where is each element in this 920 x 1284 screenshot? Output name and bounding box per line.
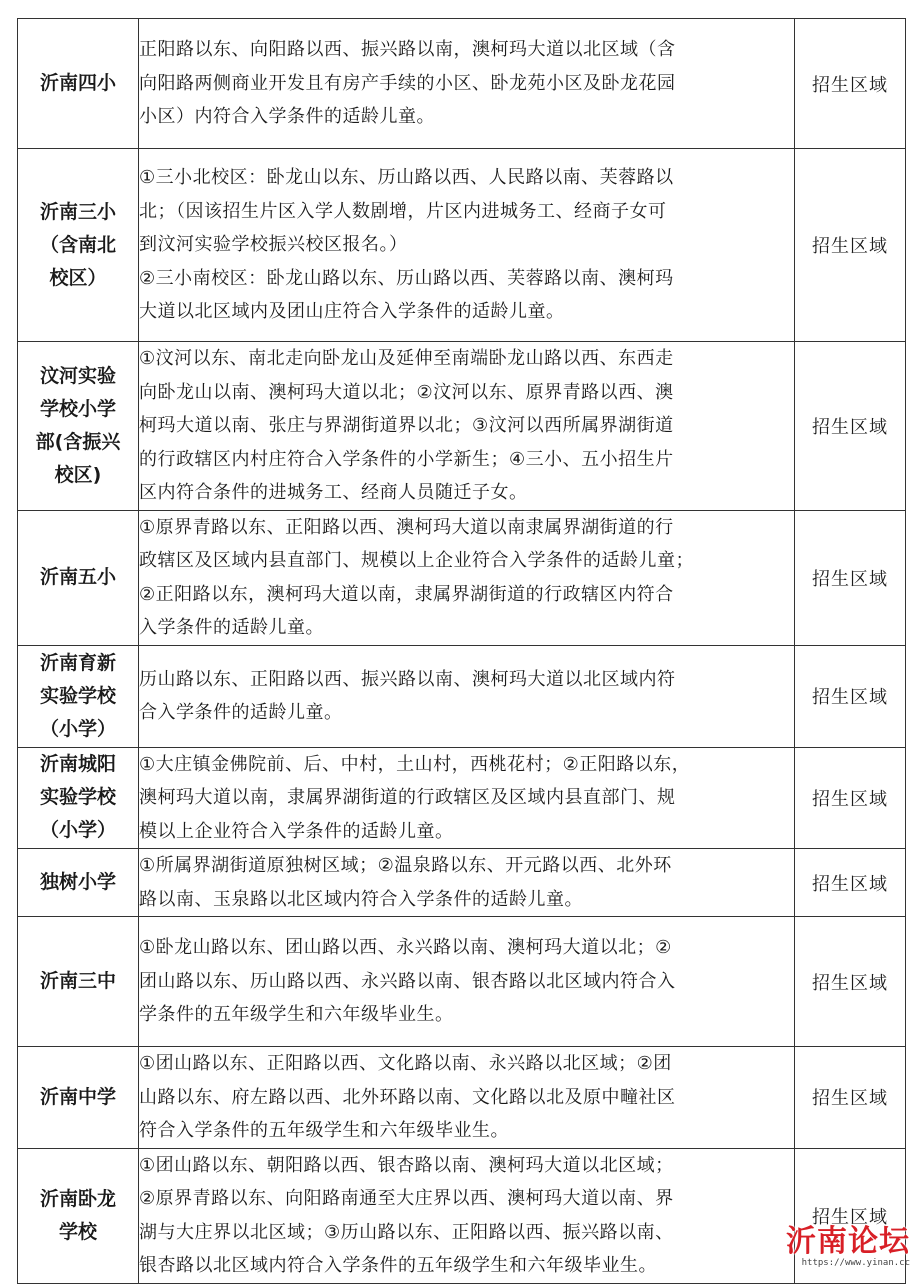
school-name-cell — [18, 1047, 139, 1149]
zone-type-cell: 招生区域 — [795, 747, 906, 849]
table-row — [18, 917, 906, 1047]
zone-description-line: 澳柯玛大道以南，隶属界湖街道的行政辖区及区域内县直部门、规 — [139, 787, 676, 808]
zone-description-cell — [139, 917, 795, 1047]
school-name-line: 沂南四小 — [39, 72, 116, 94]
zone-description-cell — [139, 510, 795, 645]
table-row — [18, 1148, 906, 1283]
zone-description-line: ①团山路以东、正阳路以西、文化路以南、永兴路以北区域；②团 — [139, 1053, 672, 1074]
school-name-cell — [18, 849, 139, 917]
zone-type-cell: 招生区域 — [795, 149, 906, 342]
zone-type-cell: 招生区域 — [795, 1148, 906, 1283]
zone-description-line: 到汶河实验学校振兴校区报名。） — [139, 234, 408, 256]
school-name-line: 沂南五小 — [39, 566, 116, 588]
zone-description-cell — [139, 19, 795, 149]
school-name-cell — [18, 747, 139, 849]
site-watermark — [786, 1226, 910, 1268]
zone-description-line: 团山路以东、历山路以西、永兴路以南、银杏路以北区域内符合入 — [139, 970, 676, 992]
zone-description-line: 北；（因该招生片区入学人数剧增，片区内进城务工、经商子女可 — [139, 200, 667, 222]
zone-description-line: 小区）内符合入学条件的适龄儿童。 — [139, 106, 435, 128]
zone-description-line: 向卧龙山以南、澳柯玛大道以北；②汶河以东、原界青路以西、澳 — [139, 381, 674, 403]
table-row — [18, 747, 906, 849]
watermark-url: https://www.yinan.cc — [801, 1258, 910, 1268]
school-name-cell — [18, 342, 139, 511]
zone-description-line: 路以南、玉泉路以北区域内符合入学条件的适龄儿童。 — [139, 888, 583, 910]
table-row — [18, 342, 906, 511]
zone-description-line: 向阳路两侧商业开发且有房产手续的小区、卧龙苑小区及卧龙花园 — [139, 72, 676, 94]
school-name-line: 学校 — [58, 1220, 97, 1243]
school-name-line: （含南北 — [39, 233, 116, 256]
zone-description-line: 银杏路以北区域内符合入学条件的五年级学生和六年级毕业生。 — [139, 1255, 657, 1276]
zone-description-line: ①汶河以东、南北走向卧龙山及延伸至南端卧龙山路以西、东西走 — [139, 348, 674, 369]
zone-description-line: ②原界青路以东、向阳路南通至大庄界以西、澳柯玛大道以南、界 — [139, 1188, 674, 1209]
zone-description-line: ①原界青路以东、正阳路以西、澳柯玛大道以南隶属界湖街道的行 — [139, 516, 674, 538]
zone-description-line: ①团山路以东、朝阳路以西、银杏路以南、澳柯玛大道以北区域； — [139, 1154, 674, 1176]
zone-description-line: ①三小北校区：卧龙山以东、历山路以西、人民路以南、芙蓉路以 — [139, 167, 674, 189]
zone-description-line: ②三小南校区：卧龙山路以东、历山路以西、芙蓉路以南、澳柯玛 — [139, 267, 674, 289]
school-name-cell — [18, 149, 139, 342]
school-name-cell — [18, 917, 139, 1047]
school-name-cell — [18, 510, 139, 645]
zone-type-cell: 招生区域 — [795, 510, 906, 645]
zone-description-line: 学条件的五年级学生和六年级毕业生。 — [139, 1004, 454, 1026]
table-row — [18, 645, 906, 747]
school-name-line: 校区) — [54, 463, 102, 486]
zone-description-cell — [139, 149, 795, 342]
zone-description-line: 柯玛大道以南、张庄与界湖街道界以北；③汶河以西所属界湖街道 — [139, 415, 674, 436]
school-name-line: 汶河实验 — [39, 364, 116, 387]
school-name-cell — [18, 1148, 139, 1283]
zone-type-cell: 招生区域 — [795, 19, 906, 149]
zone-description-line: 历山路以东、正阳路以西、振兴路以南、澳柯玛大道以北区域内符 — [139, 668, 676, 690]
school-name-line: 校区） — [49, 266, 107, 289]
zone-description-cell — [139, 645, 795, 747]
zone-description-cell — [139, 1148, 795, 1283]
zone-description-cell — [139, 747, 795, 849]
zone-description-line: ②正阳路以东，澳柯玛大道以南，隶属界湖街道的行政辖区内符合 — [139, 583, 674, 605]
zone-description-line: 山路以东、府左路以西、北外环路以南、文化路以北及原中疃社区 — [139, 1086, 676, 1108]
table-row — [18, 849, 906, 917]
school-name-line: 实验学校 — [39, 684, 116, 707]
zone-type-cell: 招生区域 — [795, 342, 906, 511]
watermark-logo-text: 沂南论坛 — [786, 1224, 910, 1259]
school-name-line: 沂南城阳 — [39, 753, 116, 776]
zone-description-line: ①所属界湖街道原独树区域；②温泉路以东、开元路以西、北外环 — [139, 855, 672, 876]
school-name-line: 实验学校 — [39, 786, 116, 809]
school-name-line: 沂南三中 — [39, 970, 116, 992]
zone-type-cell: 招生区域 — [795, 917, 906, 1047]
zone-description-line: 正阳路以东、向阳路以西、振兴路以南，澳柯玛大道以北区域（含 — [139, 39, 676, 61]
zone-type-cell: 招生区域 — [795, 645, 906, 747]
zone-description-line: 区内符合条件的进城务工、经商人员随迁子女。 — [139, 482, 528, 503]
school-name-line: 独树小学 — [39, 871, 116, 893]
school-name-line: 学校小学 — [39, 397, 116, 420]
zone-description-cell — [139, 849, 795, 917]
school-name-line: 沂南三小 — [39, 200, 116, 223]
table-row — [18, 19, 906, 149]
school-name-line: 沂南育新 — [39, 651, 116, 674]
zone-description-line: 符合入学条件的五年级学生和六年级毕业生。 — [139, 1120, 509, 1141]
zone-description-line: 模以上企业符合入学条件的适龄儿童。 — [139, 820, 454, 842]
zone-type-cell: 招生区域 — [795, 849, 906, 917]
zone-description-line: 湖与大庄界以北区域；③历山路以东、正阳路以西、振兴路以南、 — [139, 1221, 674, 1243]
school-name-line: （小学） — [39, 717, 116, 740]
enrollment-zone-table — [17, 18, 906, 1284]
table-row — [18, 510, 906, 645]
school-name-line: 沂南卧龙 — [39, 1187, 116, 1210]
zone-description-line: ①卧龙山路以东、团山路以西、永兴路以南、澳柯玛大道以北；② — [139, 937, 672, 959]
zone-description-cell — [139, 342, 795, 511]
school-name-line: 沂南中学 — [39, 1085, 116, 1108]
school-name-line: 部(含振兴 — [35, 430, 121, 453]
zone-type-cell: 招生区域 — [795, 1047, 906, 1149]
zone-description-line: 入学条件的适龄儿童。 — [139, 617, 324, 638]
zone-description-line: 大道以北区域内及团山庄符合入学条件的适龄儿童。 — [139, 301, 565, 323]
zone-description-line: 的行政辖区内村庄符合入学条件的小学新生；④三小、五小招生片 — [139, 448, 674, 470]
school-name-line: （小学） — [39, 819, 116, 842]
zone-description-cell — [139, 1047, 795, 1149]
zone-description-line: 合入学条件的适龄儿童。 — [139, 702, 343, 723]
table-row — [18, 149, 906, 342]
zone-description-line: ①大庄镇金佛院前、后、中村，土山村，西桃花村；②正阳路以东， — [139, 753, 691, 775]
school-name-cell — [18, 19, 139, 149]
zone-description-line: 政辖区及区域内县直部门、规模以上企业符合入学条件的适龄儿童； — [139, 550, 694, 571]
school-name-cell — [18, 645, 139, 747]
table-row — [18, 1047, 906, 1149]
